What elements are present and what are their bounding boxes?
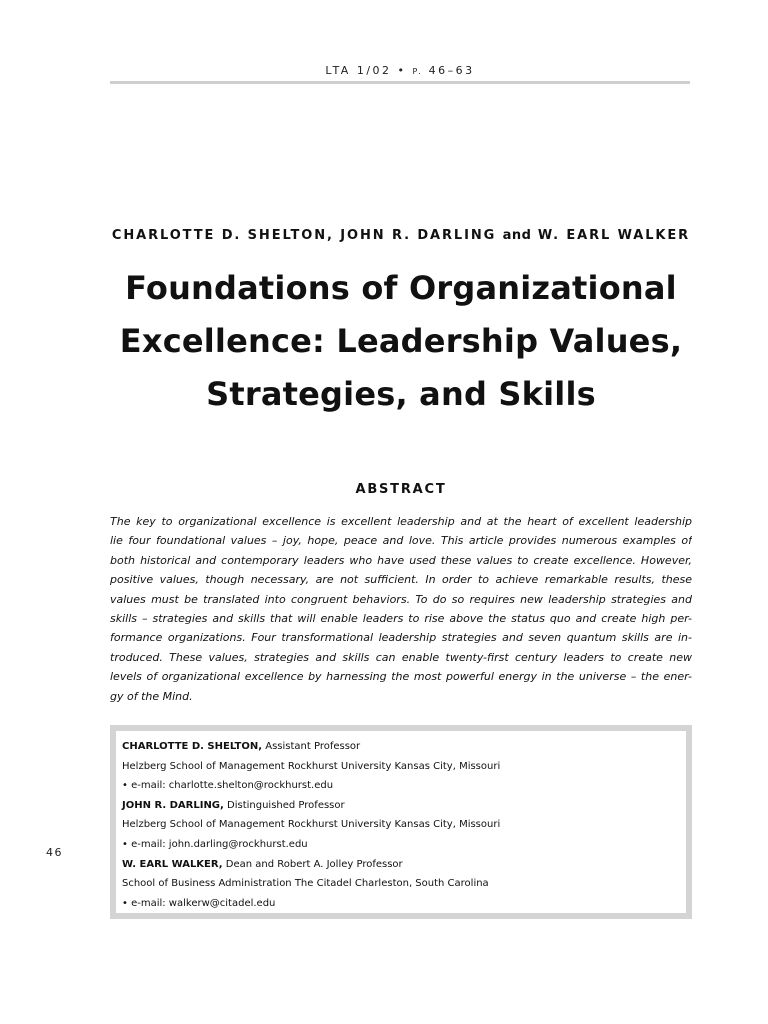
running-header	[110, 64, 690, 77]
abstract-body	[110, 512, 692, 706]
header-bullet: •	[397, 64, 407, 77]
abstract-line: The key to organizational excellence is excellent leadership and at the heart of excellent leadership	[110, 515, 692, 528]
authors-and: and	[502, 228, 532, 243]
page-label: P.	[412, 67, 423, 76]
author-email: • e-mail: walkerw@citadel.edu	[122, 897, 276, 909]
author-name-role	[122, 737, 500, 757]
abstract-line: both historical and contemporary leaders who have used these values to create excellence. However,	[110, 553, 692, 567]
authors-part-1: CHARLOTTE D. SHELTON, JOHN R. DARLING	[111, 228, 497, 243]
title-line-2: Excellence: Leadership Values,	[119, 322, 683, 360]
title-line-3: Strategies, and Skills	[206, 375, 596, 413]
title-line-1: Foundations of Organizational	[125, 269, 677, 307]
article-title	[110, 262, 692, 421]
author-line	[110, 228, 692, 243]
journal-issue: LTA 1/02	[325, 64, 392, 77]
author-name-role	[122, 796, 500, 816]
abstract-line: values must be translated into congruent behaviors. To do so requires new leadership strategies and	[110, 592, 692, 606]
author-institution: School of Business Administration The Citadel Charleston, South Carolina	[122, 878, 489, 890]
authors-part-2: W. EARL WALKER	[537, 228, 691, 243]
abstract-heading: ABSTRACT	[355, 482, 447, 497]
page-number: 46	[46, 846, 63, 859]
abstract-line: formance organizations. Four transformational leadership strategies and seven quantum skills are in-	[110, 631, 692, 645]
author-email: • e-mail: john.darling@rockhurst.edu	[122, 838, 308, 850]
abstract-line: skills – strategies and skills that will enable leaders to rise above the status quo and create high per-	[110, 612, 692, 626]
affiliations-box	[110, 725, 692, 919]
abstract-line: levels of organizational excellence by harnessing the most powerful energy in the universe – the ener-	[110, 670, 692, 684]
affiliations-list	[122, 737, 500, 913]
abstract-line: troduced. These values, strategies and skills can enable twenty-first century leaders to create new	[110, 650, 692, 664]
abstract-line: lie four foundational values – joy, hope, peace and love. This article provides numerous examples of	[110, 534, 692, 548]
abstract-line: gy of the Mind.	[110, 689, 193, 703]
author-email: • e-mail: charlotte.shelton@rockhurst.edu	[122, 780, 334, 792]
author-name-role	[122, 855, 500, 875]
author-institution: Helzberg School of Management Rockhurst University Kansas City, Missouri	[122, 760, 501, 772]
author-name: CHARLOTTE D. SHELTON,	[122, 741, 263, 752]
abstract-line: positive values, though necessary, are not sufficient. In order to achieve remarkable results, these	[110, 573, 692, 587]
author-role: Dean and Robert A. Jolley Professor	[225, 858, 403, 870]
header-rule	[110, 81, 690, 84]
author-name: JOHN R. DARLING,	[122, 799, 224, 811]
author-institution: Helzberg School of Management Rockhurst University Kansas City, Missouri	[122, 819, 501, 831]
author-role: Assistant Professor	[265, 741, 361, 752]
author-role: Distinguished Professor	[227, 799, 345, 811]
page-range: 46–63	[428, 64, 475, 77]
author-name: W. EARL WALKER,	[122, 858, 223, 870]
